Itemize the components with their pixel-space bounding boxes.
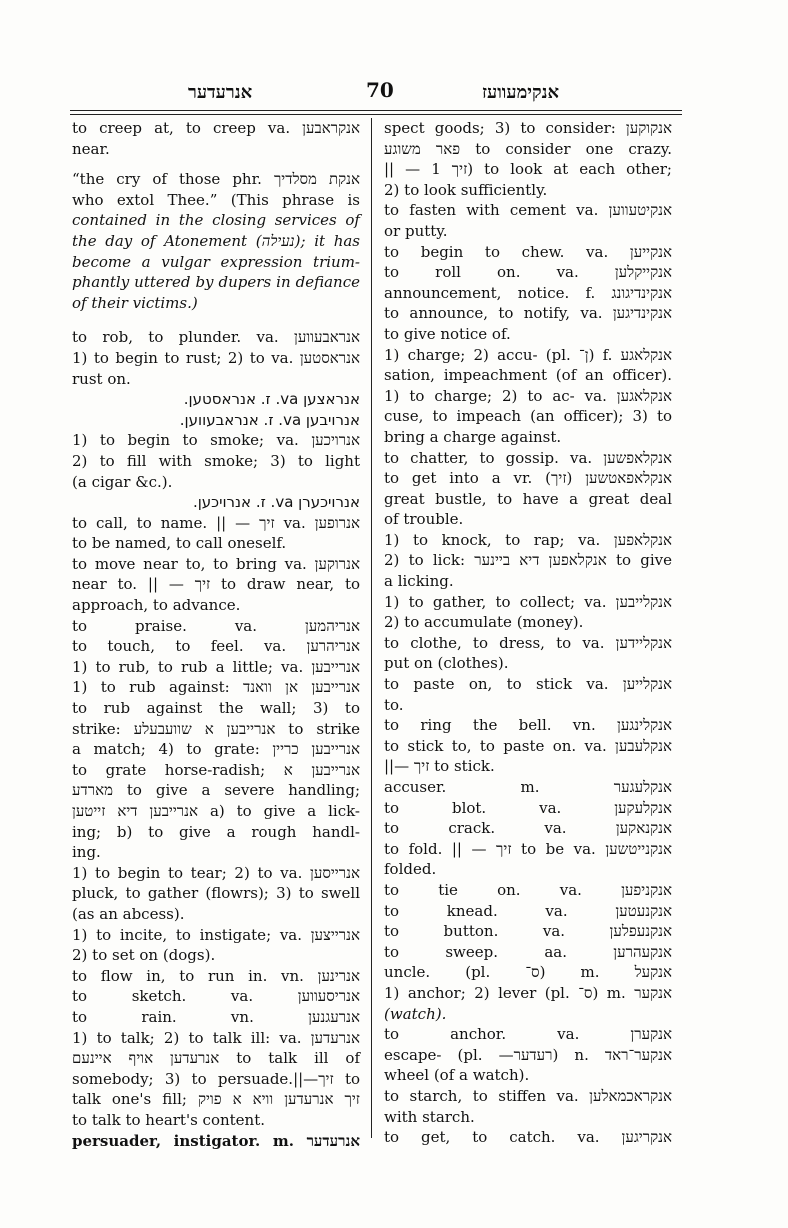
entry-line: “the cry of those phr. אנקת מסלדיך xyxy=(72,170,360,189)
left-column xyxy=(72,118,360,1151)
entry-line: with starch. xyxy=(384,1107,475,1126)
entry-line: 1) to charge; 2) to ac- va. אנקלאגען xyxy=(384,386,672,405)
entry-line: אנרויכערן va. ז. אנרויכען. xyxy=(192,493,360,512)
entry-line: 1) to incite, to instigate; va. אנרייצען xyxy=(72,925,360,944)
entry-line: become a vulgar expression trium- xyxy=(72,252,360,271)
entry-line: to sketch. va. אנריסעווען xyxy=(72,987,360,1006)
entry-line: 1) to rub, to rub a little; va. אנרייבען xyxy=(72,657,360,676)
entry-line: 2) to look sufficiently. xyxy=(384,180,548,199)
entry-line: 2) to fill with smoke; 3) to light xyxy=(72,451,360,470)
entry-line: to rain. vn. אנרעגנען xyxy=(72,1007,360,1026)
entry-line: pluck, to gather (flowrs); 3) to swell xyxy=(72,884,360,903)
entry-line: to rob, to plunder. va. אנראבעווען xyxy=(72,328,360,347)
entry-line: to call, to name. || — זיך va. אנרופען xyxy=(72,513,360,532)
entry-line: great bustle, to have a great deal xyxy=(384,489,672,508)
entry-line: who extol Thee.” (This phrase is xyxy=(72,190,360,209)
entry-line: a licking. xyxy=(384,572,454,591)
entry-line: ing. xyxy=(72,843,101,862)
entry-line: wheel (of a watch). xyxy=(384,1066,530,1085)
entry-line: contained in the closing services of xyxy=(72,211,360,230)
entry-line: to clothe, to dress, to va. אנקליידען xyxy=(384,633,672,652)
header-rule-thick xyxy=(70,110,682,111)
entry-line: to move near to, to bring va. אנרוקען xyxy=(72,554,360,573)
entry-line: or putty. xyxy=(384,221,448,240)
right-column xyxy=(384,118,672,1148)
entry-line: the day of Atonement (נעילה); it has xyxy=(72,231,360,250)
entry-line: strike: אנרייבען א שוועבעלע to strike xyxy=(72,719,361,738)
entry-line: cuse, to impeach (an officer); 3) to xyxy=(384,407,672,426)
header-rule-thin xyxy=(70,114,682,115)
entry-line: to be named, to call oneself. xyxy=(72,534,287,553)
entry-line: 2) to lick: אנקלאפען דיא ביינער to give xyxy=(384,551,672,570)
entry-line: 1) to rub against: אנרייבען אן וואנד xyxy=(72,678,360,697)
entry-line: 1) to begin to rust; 2) to va. אנראסטען xyxy=(72,348,360,367)
entry-line: to creep at, to creep va. אנקראבען xyxy=(72,119,360,137)
entry-line: 1) charge; 2) accu- (pl. ן־) f. אנקלאגע xyxy=(384,345,672,364)
entry-line: to blot. va. אנקלעקען xyxy=(384,798,672,817)
entry-line: 2) to set on (dogs). xyxy=(72,946,216,965)
entry-line: to get, to catch. va. אנקריגען xyxy=(384,1128,672,1147)
entry-line: put on (clothes). xyxy=(384,654,509,673)
entry-line: (a cigar &c.). xyxy=(72,472,173,491)
entry-line: bring a charge against. xyxy=(384,427,562,446)
entry-line: to announce, to notify, va. אנקינדיגען xyxy=(384,304,672,323)
entry-line: פאר משוגע to consider one crazy. xyxy=(384,139,672,158)
entry-line: persuader, instigator. m. אנרעדער xyxy=(72,1131,360,1150)
entry-line: 1) to begin to smoke; va. אנרויכען xyxy=(72,431,360,450)
entry-line: to chatter, to gossip. va. אנקלאפשען xyxy=(384,448,672,467)
entry-line: escape- (pl. —רעדער) n. אנקער־ראד xyxy=(384,1045,672,1064)
entry-line: to give notice of. xyxy=(384,324,511,343)
entry-line: a match; 4) to grate: אנרייבען כריין xyxy=(72,740,360,759)
entry-line: to flow in, to run in. vn. אנרינען xyxy=(72,966,360,985)
entry-line: approach, to advance. xyxy=(72,596,241,615)
entry-line: near to. || — זיך to draw near, to xyxy=(72,575,360,594)
entry-line: to paste on, to stick va. אנקלייען xyxy=(384,675,672,694)
page-header xyxy=(70,78,682,108)
entry-line: 1) to begin to tear; 2) to va. אנרייסען xyxy=(72,863,360,882)
entry-line: 2) to accumulate (money). xyxy=(384,613,584,632)
entry-line: to fold. || — זיך to be va. אנקנייטשען xyxy=(384,839,672,858)
entry-line: 1) to gather, to collect; va. אנקלייבען xyxy=(384,592,672,611)
entry-line: folded. xyxy=(384,860,437,879)
entry-line: to touch, to feel. va. אנריהרען xyxy=(72,637,360,656)
entry-line: uncle. (pl. ס־) m. אנקעל xyxy=(384,963,672,982)
entry-line: to stick to, to paste on. va. אנקלעבען xyxy=(384,736,672,755)
entry-line: to rub against the wall; 3) to xyxy=(72,699,360,718)
entry-line: to get into a vr. (זיך) אנקלאפאטשען xyxy=(384,469,673,488)
entry-line: to tie on. va. אנקניפען xyxy=(384,880,672,899)
header-left-word: אנרעדער xyxy=(188,82,253,103)
entry-line: to roll on. va. אנקייקלען xyxy=(384,263,672,282)
entry-line: sation, impeachment (of an officer). xyxy=(384,366,672,385)
entry-line: 1) anchor; 2) lever (pl. ס־) m. אנקער xyxy=(384,983,672,1002)
entry-line: אנרייבען דיא זייטען a) to give a lick- xyxy=(72,802,361,820)
entry-line: to anchor. va. אנקערן xyxy=(384,1025,672,1044)
entry-line: (as an abcess). xyxy=(72,904,185,923)
entry-line: אנראצען va. ז. אנראסטען. xyxy=(183,390,360,409)
column-divider xyxy=(371,118,372,1138)
entry-line: accuser. m. אנקלעגער xyxy=(384,778,672,796)
entry-line: אנרויבען va. ז. אנראבעווען. xyxy=(179,410,360,429)
entry-line: (watch). xyxy=(384,1004,447,1023)
entry-line: 1) to knock, to rap; va. אנקלאפען xyxy=(384,530,672,549)
entry-line: to talk to heart's content. xyxy=(72,1110,266,1129)
entry-line: of their victims.) xyxy=(72,293,198,312)
entry-line: 1) to talk; 2) to talk ill: va. אנרעדען xyxy=(72,1028,360,1047)
entry-line: spect goods; 3) to consider: אנקוקען xyxy=(384,119,672,137)
entry-line: rust on. xyxy=(72,369,131,388)
page-number: 70 xyxy=(366,78,394,102)
entry-line: to fasten with cement va. אנקיטעווען xyxy=(384,201,672,220)
entry-line: מארדע to give a severe handling; xyxy=(72,781,360,800)
entry-line: near. xyxy=(72,139,110,158)
entry-line: somebody; 3) to persuade.||—זיך to xyxy=(72,1069,361,1088)
entry-line: to starch, to stiffen va. אנקראכמאלען xyxy=(384,1086,672,1105)
entry-line: ||— זיך to stick. xyxy=(384,757,495,776)
entry-line: to begin to chew. va. אנקייען xyxy=(384,242,672,261)
entry-line: talk one's fill; זיך אנרעדען וויא א פויק xyxy=(72,1090,360,1109)
entry-line: אנרעדען אויף איינעם to talk ill of xyxy=(72,1049,361,1068)
entry-line: to knead. va. אנקנעטען xyxy=(384,901,672,920)
entry-line: || — זיך 1) to look at each other; xyxy=(384,160,672,179)
entry-line: to button. va. אנקנעפלען xyxy=(384,922,672,941)
entry-line: ing; b) to give a rough handl- xyxy=(72,822,360,841)
entry-line: to. xyxy=(384,695,404,714)
entry-line: phantly uttered by dupers in defiance xyxy=(72,273,360,292)
entry-line: to ring the bell. vn. אנקלינגען xyxy=(384,716,672,735)
entry-line: of trouble. xyxy=(384,510,464,529)
entry-line: to grate horse-radish; אנרייבען א xyxy=(72,760,360,779)
header-right-word: אנקימעוועז xyxy=(482,82,560,103)
entry-line: to praise. va. אנריהמען xyxy=(72,616,360,635)
entry-line: announcement, notice. f. אנקינדיגונג xyxy=(384,283,672,302)
entry-line: to crack. va. אנקנאקען xyxy=(384,819,672,838)
entry-line: to sweep. aa. אנקעהרען xyxy=(384,942,672,961)
